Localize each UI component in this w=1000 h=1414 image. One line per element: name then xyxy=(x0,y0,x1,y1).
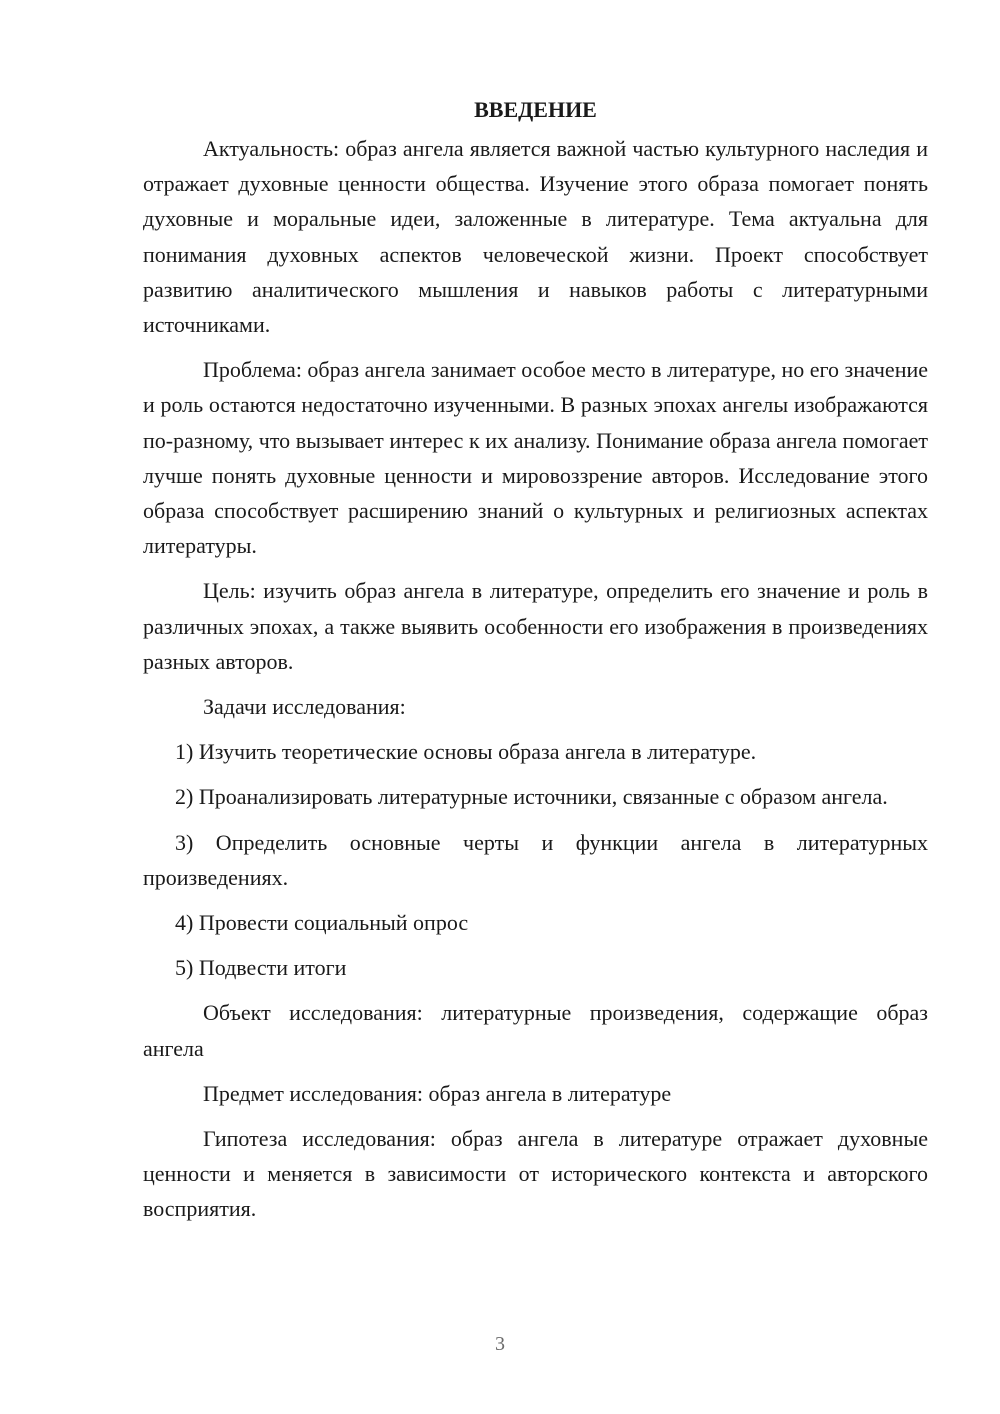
task-item-5: 5) Подвести итоги xyxy=(175,955,347,981)
relevance-paragraph: Актуальность: образ ангела является важной частью культурного наследия и отражает духовные ценности общества. Изучение этого образа помогает понять духовные и моральные идеи, заложенные в литературе. Тема актуальна для понимания духовных аспектов человеческой жизни. Проект способствует развитию аналитического мышления и навыков работы с литературными источниками. xyxy=(143,136,928,338)
object-paragraph: Объект исследования: литературные произведения, содержащие образ ангела xyxy=(143,1000,928,1061)
task-item-1: 1) Изучить теоретические основы образа ангела в литературе. xyxy=(175,739,757,765)
task-item-3: 3) Определить основные черты и функции ангела в литературных произведениях. xyxy=(143,829,928,890)
task-item-4: 4) Провести социальный опрос xyxy=(175,910,469,936)
problem-paragraph: Проблема: образ ангела занимает особое место в литературе, но его значение и роль остаются недостаточно изученными. В разных эпохах ангелы изображаются по-разному, что вызывает интерес к их анализу. Понимание образа ангела помогает лучше понять духовные ценности и мировоззрение авторов. Исследование этого образа способствует расширению знаний о культурных и религиозных аспектах литературы. xyxy=(143,357,928,559)
section-title: ВВЕДЕНИЕ xyxy=(474,97,597,122)
tasks-heading: Задачи исследования: xyxy=(203,694,406,720)
document-page xyxy=(143,92,928,1237)
page-number: 3 xyxy=(495,1333,505,1355)
task-item-2: 2) Проанализировать литературные источники, связанные с образом ангела. xyxy=(175,784,888,810)
hypothesis-paragraph: Гипотеза исследования: образ ангела в литературе отражает духовные ценности и меняется в зависимости от исторического контекста и авторского восприятия. xyxy=(143,1126,928,1222)
goal-paragraph: Цель: изучить образ ангела в литературе, определить его значение и роль в различных эпохах, а также выявить особенности его изображения в произведениях разных авторов. xyxy=(143,578,928,674)
subject-paragraph: Предмет исследования: образ ангела в литературе xyxy=(203,1080,672,1106)
